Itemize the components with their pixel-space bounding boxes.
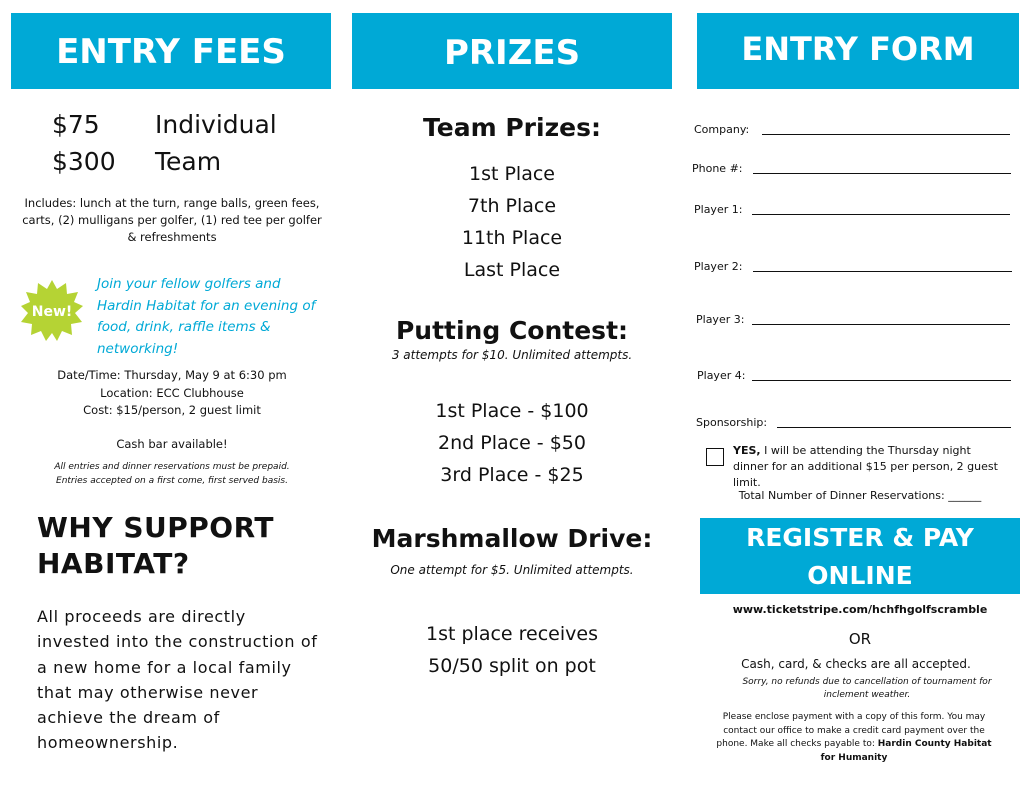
entry-fees-heading: ENTRY FEES xyxy=(56,32,286,72)
sponsorship-field[interactable] xyxy=(777,427,1011,428)
player-3-label: Player 3: xyxy=(696,313,745,326)
fees-includes: Includes: lunch at the turn, range balls, green fees, carts, (2) mulligans per golfer, (1) red tee per golfer & refreshments xyxy=(22,196,322,244)
register-banner[interactable] xyxy=(700,518,1020,594)
or-separator: OR xyxy=(848,630,872,648)
putting-prize-item: 3rd Place - $25 xyxy=(440,464,584,486)
dinner-datetime: Date/Time: Thursday, May 9 at 6:30 pm xyxy=(57,368,287,382)
cash-bar-note: Cash bar available! xyxy=(116,437,228,451)
putting-prize-item: 1st Place - $100 xyxy=(435,400,589,422)
team-prize-item: 11th Place xyxy=(461,227,563,249)
sponsorship-label: Sponsorship: xyxy=(696,416,768,429)
player-1-label: Player 1: xyxy=(694,203,743,216)
prepaid-note: All entries and dinner reservations must be prepaid. xyxy=(54,462,290,472)
dinner-location: Location: ECC Clubhouse xyxy=(100,386,244,400)
player-4-label: Player 4: xyxy=(697,369,746,382)
fee-team-label: Team xyxy=(155,147,222,176)
payment-methods: Cash, card, & checks are all accepted. xyxy=(741,657,971,671)
team-prize-item: 7th Place xyxy=(467,195,557,217)
entry-form-banner xyxy=(697,13,1019,89)
team-prize-item: 1st Place xyxy=(469,163,555,185)
fee-team-price: $300 xyxy=(52,147,116,176)
company-field[interactable] xyxy=(762,134,1010,135)
register-heading: REGISTER & PAY ONLINE xyxy=(746,523,974,590)
dinner-attendance-checkbox[interactable] xyxy=(706,448,724,466)
fee-individual-label: Individual xyxy=(155,110,277,139)
payable-to: Hardin County Habitat for Humanity xyxy=(820,739,992,763)
enclose-payment-note xyxy=(716,711,992,765)
prizes-banner xyxy=(352,13,672,89)
enclose-text: Please enclose payment with a copy of this form. You may contact our office to make a credit card payment over the phone. Make all checks payable to: xyxy=(716,712,986,749)
yes-description: I will be attending the Thursday night dinner for an additional $15 per person, 2 guest limit. xyxy=(733,444,998,489)
fee-individual-price: $75 xyxy=(52,110,100,139)
entry-fees-banner xyxy=(11,13,331,89)
marshmallow-prize-item: 50/50 split on pot xyxy=(428,655,596,677)
phone-label: Phone #: xyxy=(692,162,743,175)
new-badge-starburst xyxy=(21,280,83,342)
why-support-body: All proceeds are directly invested into the construction of a new home for a local family that may otherwise never achieve the dream of homeownership. xyxy=(37,607,318,753)
total-reservations: Total Number of Dinner Reservations: ______ xyxy=(738,489,982,502)
putting-contest-note: 3 attempts for $10. Unlimited attempts. xyxy=(391,348,633,362)
team-prizes-heading: Team Prizes: xyxy=(423,113,601,142)
why-support-heading: WHY SUPPORT HABITAT? xyxy=(37,511,274,580)
dinner-invite-text: Join your fellow golfers and Hardin Habitat for an evening of food, drink, raffle items & networking! xyxy=(97,276,316,357)
marshmallow-drive-heading: Marshmallow Drive: xyxy=(371,524,653,553)
refund-note: Sorry, no refunds due to cancellation of tournament for inclement weather. xyxy=(742,677,992,700)
player-3-field[interactable] xyxy=(752,324,1010,325)
player-2-field[interactable] xyxy=(753,271,1012,272)
company-label: Company: xyxy=(694,123,750,136)
putting-contest-heading: Putting Contest: xyxy=(395,316,629,345)
player-2-label: Player 2: xyxy=(694,260,743,273)
dinner-cost: Cost: $15/person, 2 guest limit xyxy=(83,403,261,417)
player-4-field[interactable] xyxy=(752,380,1011,381)
marshmallow-prize-item: 1st place receives xyxy=(426,623,598,645)
putting-prize-item: 2nd Place - $50 xyxy=(438,432,586,454)
dinner-attendance-text xyxy=(733,443,1003,491)
registration-url[interactable]: www.ticketstripe.com/hchfhgolfscramble xyxy=(732,603,988,616)
yes-bold: YES, xyxy=(733,444,761,457)
team-prize-item: Last Place xyxy=(463,259,561,281)
phone-field[interactable] xyxy=(753,173,1011,174)
first-come-note: Entries accepted on a first come, first served basis. xyxy=(56,476,288,486)
new-badge-text: New! xyxy=(31,304,73,320)
prizes-heading: PRIZES xyxy=(443,33,581,73)
marshmallow-drive-note: One attempt for $5. Unlimited attempts. xyxy=(390,563,634,577)
entry-form-heading: ENTRY FORM xyxy=(741,30,975,68)
player-1-field[interactable] xyxy=(752,214,1010,215)
